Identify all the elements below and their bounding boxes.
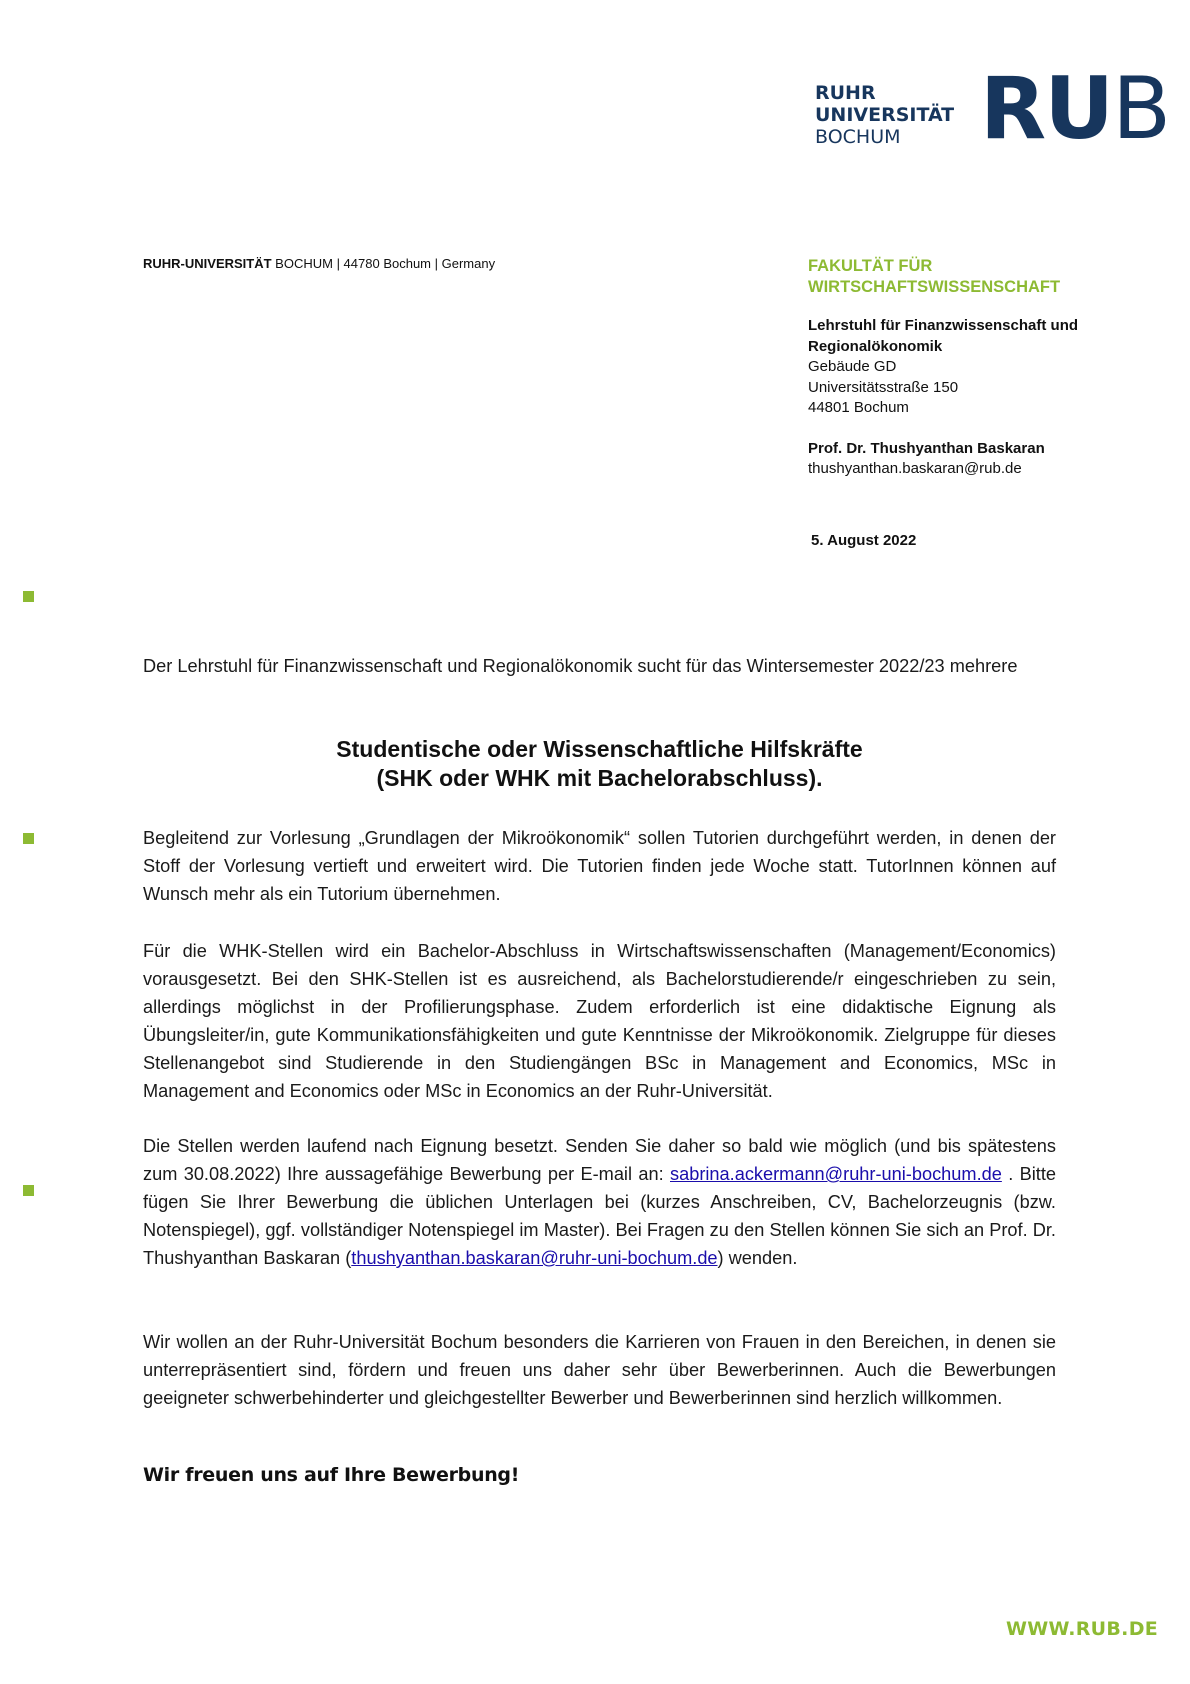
letterhead-right-column [808, 256, 1168, 480]
wordmark-line-ruhr: RUHR [815, 82, 876, 104]
chair-name-line-1: Lehrstuhl für Finanzwissenschaft und [808, 317, 1079, 334]
faculty-name [808, 256, 1168, 298]
intro-paragraph: Der Lehrstuhl für Finanzwissenschaft und Regionalökonomik sucht für das Wintersemester 2022/23 mehrere [143, 656, 1018, 676]
application-text-1: Die Stellen werden laufend nach Eignung besetzt. Senden Sie daher so bald wie möglich (und bis spätestens zum 30.08.2022) Ihre aussagefähige Bewerbung per E-mail an: [143, 1136, 1056, 1184]
paragraph-tutorials: Begleitend zur Vorlesung „Grundlagen der Mikroökonomik“ sollen Tutorien durchgeführt werden, in denen der Stoff der Vorlesung vertieft und erweitert wird. Die Tutorien finden jede Woche statt. TutorInnen können auf Wunsch mehr als ein Tutorium übernehmen. [143, 828, 1056, 904]
website-footer: WWW.RUB.DE [1006, 1618, 1159, 1640]
application-text-3: ) wenden. [717, 1248, 798, 1268]
street: Universitätsstraße 150 [808, 378, 959, 396]
faculty-line-2: WIRTSCHAFTSWISSENSCHAFT [808, 278, 1061, 296]
fold-mark-square [23, 1185, 34, 1196]
contact-name: Prof. Dr. Thushyanthan Baskaran [808, 439, 1045, 457]
faculty-line-1: FAKULTÄT FÜR [808, 257, 933, 275]
fold-mark-square [23, 591, 34, 602]
sender-rest: BOCHUM | 44780 Bochum | Germany [271, 256, 496, 271]
job-title-heading [143, 735, 1056, 793]
rub-logo-thin: B [1112, 59, 1170, 159]
city: 44801 Bochum [808, 399, 909, 416]
chair-name-line-2: Regionalökonomik [808, 337, 943, 355]
sender-address-line [143, 256, 495, 271]
paragraph-diversity: Wir wollen an der Ruhr-Universität Bochum besonders die Karrieren von Frauen in den Bereichen, in denen sie unterrepräsentiert sind, fördern und freuen uns daher sehr über Bewerberinnen. Auch die Bewerbungen geeigneter schwerbehinderter und gleichgestellter Bewerber und Bewerberinnen sind herzlich willkommen. [143, 1332, 1056, 1408]
fold-mark-square [23, 833, 34, 844]
job-title-line-1: Studentische oder Wissenschaftliche Hilfskräfte [336, 736, 863, 762]
closing-line: Wir freuen uns auf Ihre Bewerbung! [143, 1464, 520, 1486]
university-wordmark [815, 82, 954, 148]
rub-logo-bold: RU [980, 59, 1113, 159]
chair-address [808, 316, 1168, 419]
contact-email: thushyanthan.baskaran@rub.de [808, 460, 1022, 477]
wordmark-line-bochum: BOCHUM [815, 126, 901, 148]
email-link-baskaran[interactable]: thushyanthan.baskaran@ruhr-uni-bochum.de [351, 1248, 718, 1268]
letter-date: 5. August 2022 [811, 532, 917, 549]
application-text-2: . Bitte fügen Sie Ihrer Bewerbung die üblichen Unterlagen bei (kurzes Anschreiben, CV, Bachelorzeugnis (bzw. Notenspiegel), ggf. vollständiger Notenspiegel im Master). Bei Fragen zu den Stellen können Sie sich an Prof. Dr. Thushyanthan Baskaran ( [143, 1164, 1056, 1268]
paragraph-requirements: Für die WHK-Stellen wird ein Bachelor-Abschluss in Wirtschaftswissenschaften (Management/Economics) vorausgesetzt. Bei den SHK-Stellen ist es ausreichend, als Bachelorstudierende/r eingeschrieben zu sein, allerdings möglichst in der Profilierungsphase. Zudem erforderlich ist eine didaktische Eignung als Übungsleiter/in, gute Kommunikationsfähigkeiten und gute Kenntnisse der Mikroökonomik. Zielgruppe für dieses Stellenangebot sind Studierende in den Studiengängen BSc in Management and Economics, MSc in Management and Economics oder MSc in Economics an der Ruhr-Universität. [143, 941, 1056, 1101]
wordmark-line-universitaet: UNIVERSITÄT [815, 104, 955, 126]
job-title-line-2: (SHK oder WHK mit Bachelorabschluss). [376, 765, 823, 791]
sender-name: RUHR-UNIVERSITÄT [143, 256, 272, 271]
rub-logo [980, 59, 1170, 159]
building: Gebäude GD [808, 358, 897, 375]
paragraph-application [143, 1132, 1056, 1272]
contact-block [808, 439, 1168, 480]
email-link-ackermann[interactable]: sabrina.ackermann@ruhr-uni-bochum.de [670, 1164, 1002, 1184]
